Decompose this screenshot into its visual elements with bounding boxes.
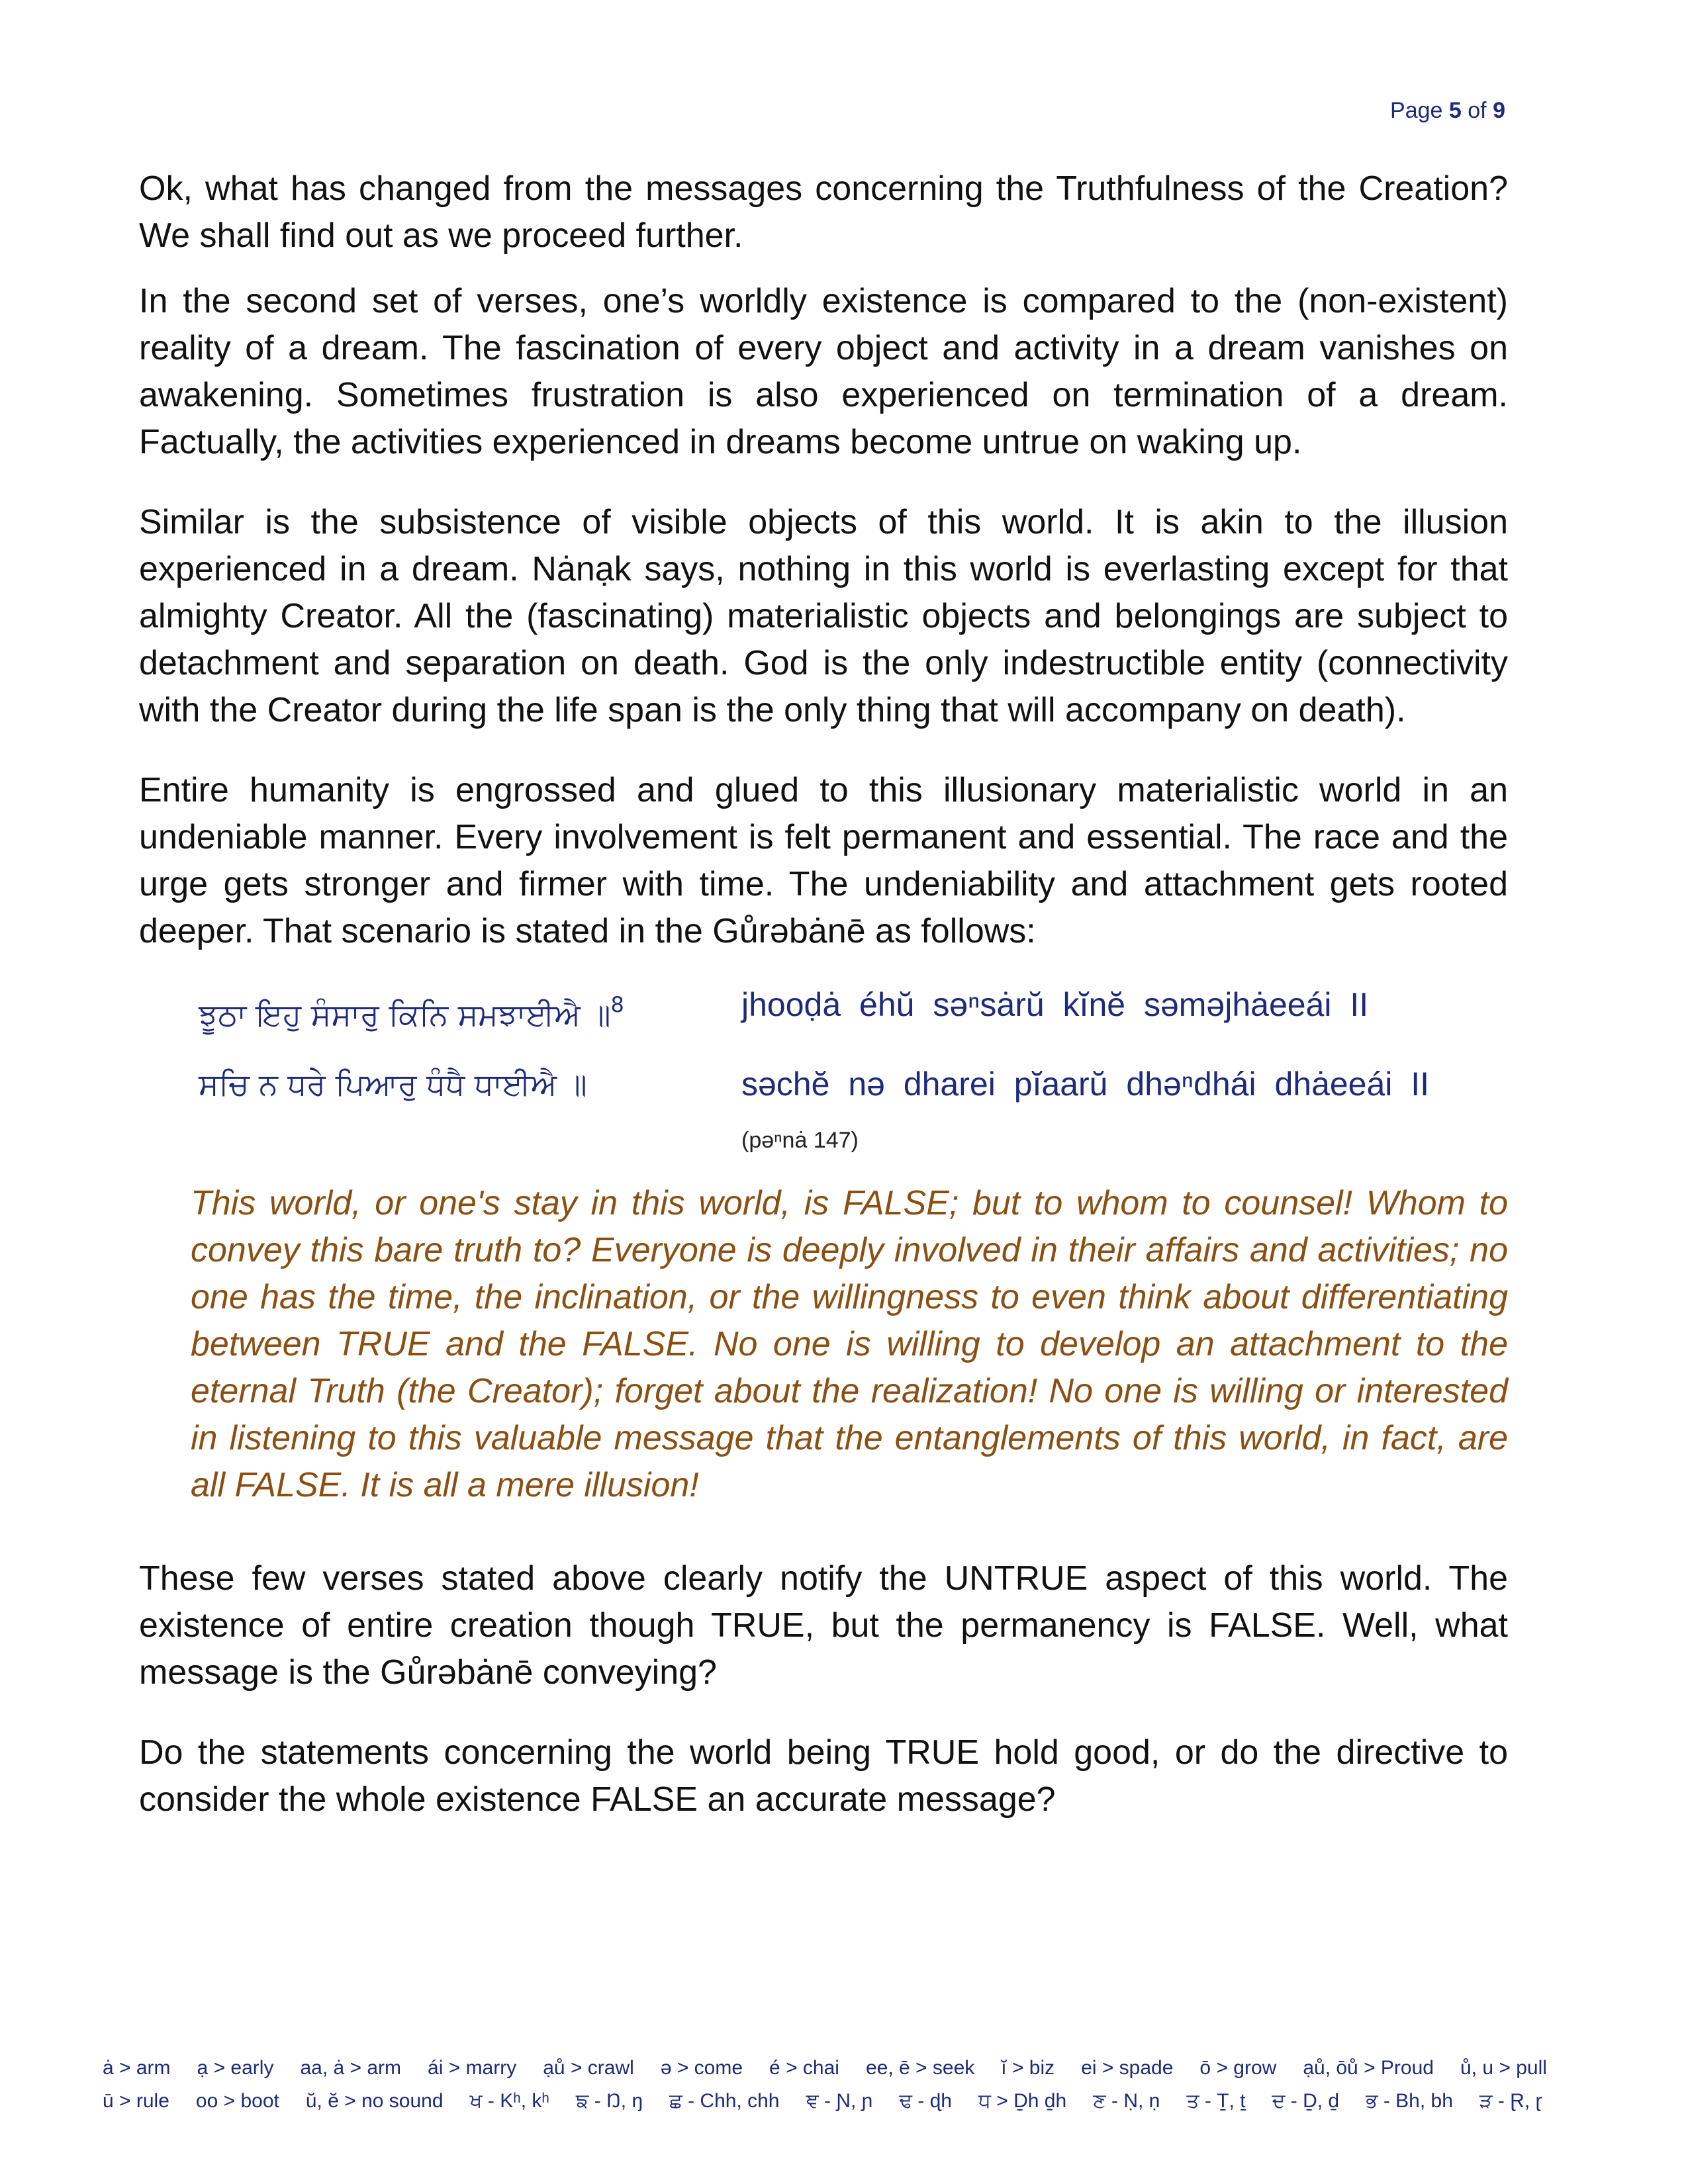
verse-row-1 bbox=[139, 981, 1508, 1034]
pronunciation-key-item: ạů > crawl bbox=[543, 2057, 634, 2079]
pronunciation-key-item: ů, u > pull bbox=[1460, 2057, 1547, 2079]
verse-gurmukhi-1: ਝੂਠਾ ਇਹੁ ਸੰਸਾਰੁ ਕਿਨਿ ਸਮਝਾਈਐ ॥$^8$ bbox=[199, 992, 624, 1032]
paragraph-2: In the second set of verses, one’s worldly existence is compared to the (non-existent) reality of a dream. The fascination of every object and activity in a dream vanishes on awakening. Sometimes frustration is also experienced on termination of a dream. Factually, the activities experienced in dreams become untrue on waking up. bbox=[139, 282, 1508, 461]
verse-row-2 bbox=[139, 1061, 1508, 1114]
pronunciation-key-item: ਦ - Ḏ, ḏ bbox=[1272, 2090, 1340, 2112]
verse-translit-2: səchĕ nə dharei pĭaarŭ dhəⁿdhái dhȧeeái II bbox=[741, 1066, 1430, 1103]
pronunciation-key-item: ə > come bbox=[660, 2057, 743, 2079]
paragraph-1: Ok, what has changed from the messages concerning the Truthfulness of the Creation? We shall find out as we proceed further. bbox=[139, 169, 1508, 255]
pronunciation-key-item: ŭ, ĕ > no sound bbox=[305, 2090, 444, 2112]
pronunciation-key-item: ạů, ōů > Proud bbox=[1303, 2057, 1434, 2079]
pronunciation-key-item: ō > grow bbox=[1199, 2057, 1277, 2079]
pronunciation-key-item: ਙ - Ŋ, ŋ bbox=[575, 2090, 643, 2112]
pronunciation-key-item: ਭ - Bh, bh bbox=[1366, 2090, 1453, 2112]
verse-citation: (pəⁿnȧ 147) bbox=[741, 1128, 859, 1153]
pronunciation-key-item: ਤ - Ṯ, ṯ bbox=[1186, 2090, 1246, 2112]
pronunciation-key-item: aa, ȧ > arm bbox=[300, 2057, 402, 2079]
paragraph-5: These few verses stated above clearly notify the UNTRUE aspect of this world. The existence of entire creation though TRUE, but the permanency is FALSE. Well, what message is the Gůrəbȧnē conveying? bbox=[139, 1559, 1508, 1692]
pronunciation-key-item: ạ > early bbox=[197, 2057, 274, 2079]
paragraph-3: Similar is the subsistence of visible objects of this world. It is akin to the illusion experienced in a dream. Nȧnạk says, nothing in this world is everlasting except for that almighty Creator. All the (fascinating) materialistic objects and belongings are subject to detachment and separation on death. God is the only indestructible entity (connectivity with the Creator during the life span is the only thing that will accompany on death). bbox=[139, 503, 1508, 729]
pronunciation-key bbox=[103, 2052, 1625, 2118]
page-number: Page 5 of 9 bbox=[1390, 98, 1505, 123]
pronunciation-key-row-2 bbox=[103, 2085, 1625, 2118]
verse-translit-1: jhooḍȧ éhŭ səⁿsȧrŭ kĭnĕ səməjhȧeeái II bbox=[741, 986, 1369, 1023]
verse-translation: This world, or one's stay in this world, is FALSE; but to whom to counsel! Whom to convey this bare truth to? Everyone is deeply involved in their affairs and activities; no one has the time, the inclination, or the willingness to even think about differentiating between TRUE and the FALSE. No one is willing to develop an attachment to the eternal Truth (the Creator); forget about the realization! No one is willing or interested in listening to this valuable message that the entanglements of this world, in fact, are all FALSE. It is all a mere illusion! bbox=[191, 1184, 1508, 1504]
pronunciation-key-item: ਖ - Kʰ, kʰ bbox=[469, 2090, 549, 2112]
pronunciation-key-item: ਛ - Chh, chh bbox=[669, 2090, 780, 2112]
pronunciation-key-item: oo > boot bbox=[195, 2090, 279, 2112]
pronunciation-key-item: ei > spade bbox=[1081, 2057, 1174, 2079]
verse-block bbox=[139, 981, 1508, 1153]
paragraph-4: Entire humanity is engrossed and glued to this illusionary materialistic world in an undeniable manner. Every involvement is felt permanent and essential. The race and the urge gets stronger and firmer with time. The undeniability and attachment gets rooted deeper. That scenario is stated in the Gůrəbȧnē as follows: bbox=[139, 771, 1508, 950]
pronunciation-key-item: ái > marry bbox=[428, 2057, 517, 2079]
pronunciation-key-item: ĭ > biz bbox=[1001, 2057, 1055, 2079]
pronunciation-key-item: ee, ē > seek bbox=[865, 2057, 975, 2079]
pronunciation-key-item: ਧ > Ḏh ḏh bbox=[978, 2090, 1067, 2112]
paragraph-6: Do the statements concerning the world being TRUE hold good, or do the directive to consider the whole existence FALSE an accurate message? bbox=[139, 1733, 1508, 1819]
pronunciation-key-item: é > chai bbox=[769, 2057, 839, 2079]
pronunciation-key-item: ū > rule bbox=[103, 2090, 169, 2112]
pronunciation-key-item: ȧ > arm bbox=[103, 2057, 171, 2079]
footnote-marker: 8 bbox=[610, 992, 624, 1017]
verse-gurmukhi-2: ਸਚਿ ਨ ਧਰੇ ਪਿਆਰੁ ਧੰਧੈ ਧਾਈਐ ॥ bbox=[199, 1066, 587, 1102]
pronunciation-key-item: ੜ - Ɽ, ɽ bbox=[1479, 2090, 1542, 2112]
pronunciation-key-item: ਢ - ɖh bbox=[899, 2090, 952, 2112]
pronunciation-key-item: ਞ - Ɲ, ɲ bbox=[806, 2090, 873, 2112]
page-content bbox=[139, 165, 1508, 1842]
pronunciation-key-item: ਣ - Ṇ, ṇ bbox=[1093, 2090, 1160, 2112]
pronunciation-key-row-1 bbox=[103, 2052, 1625, 2085]
